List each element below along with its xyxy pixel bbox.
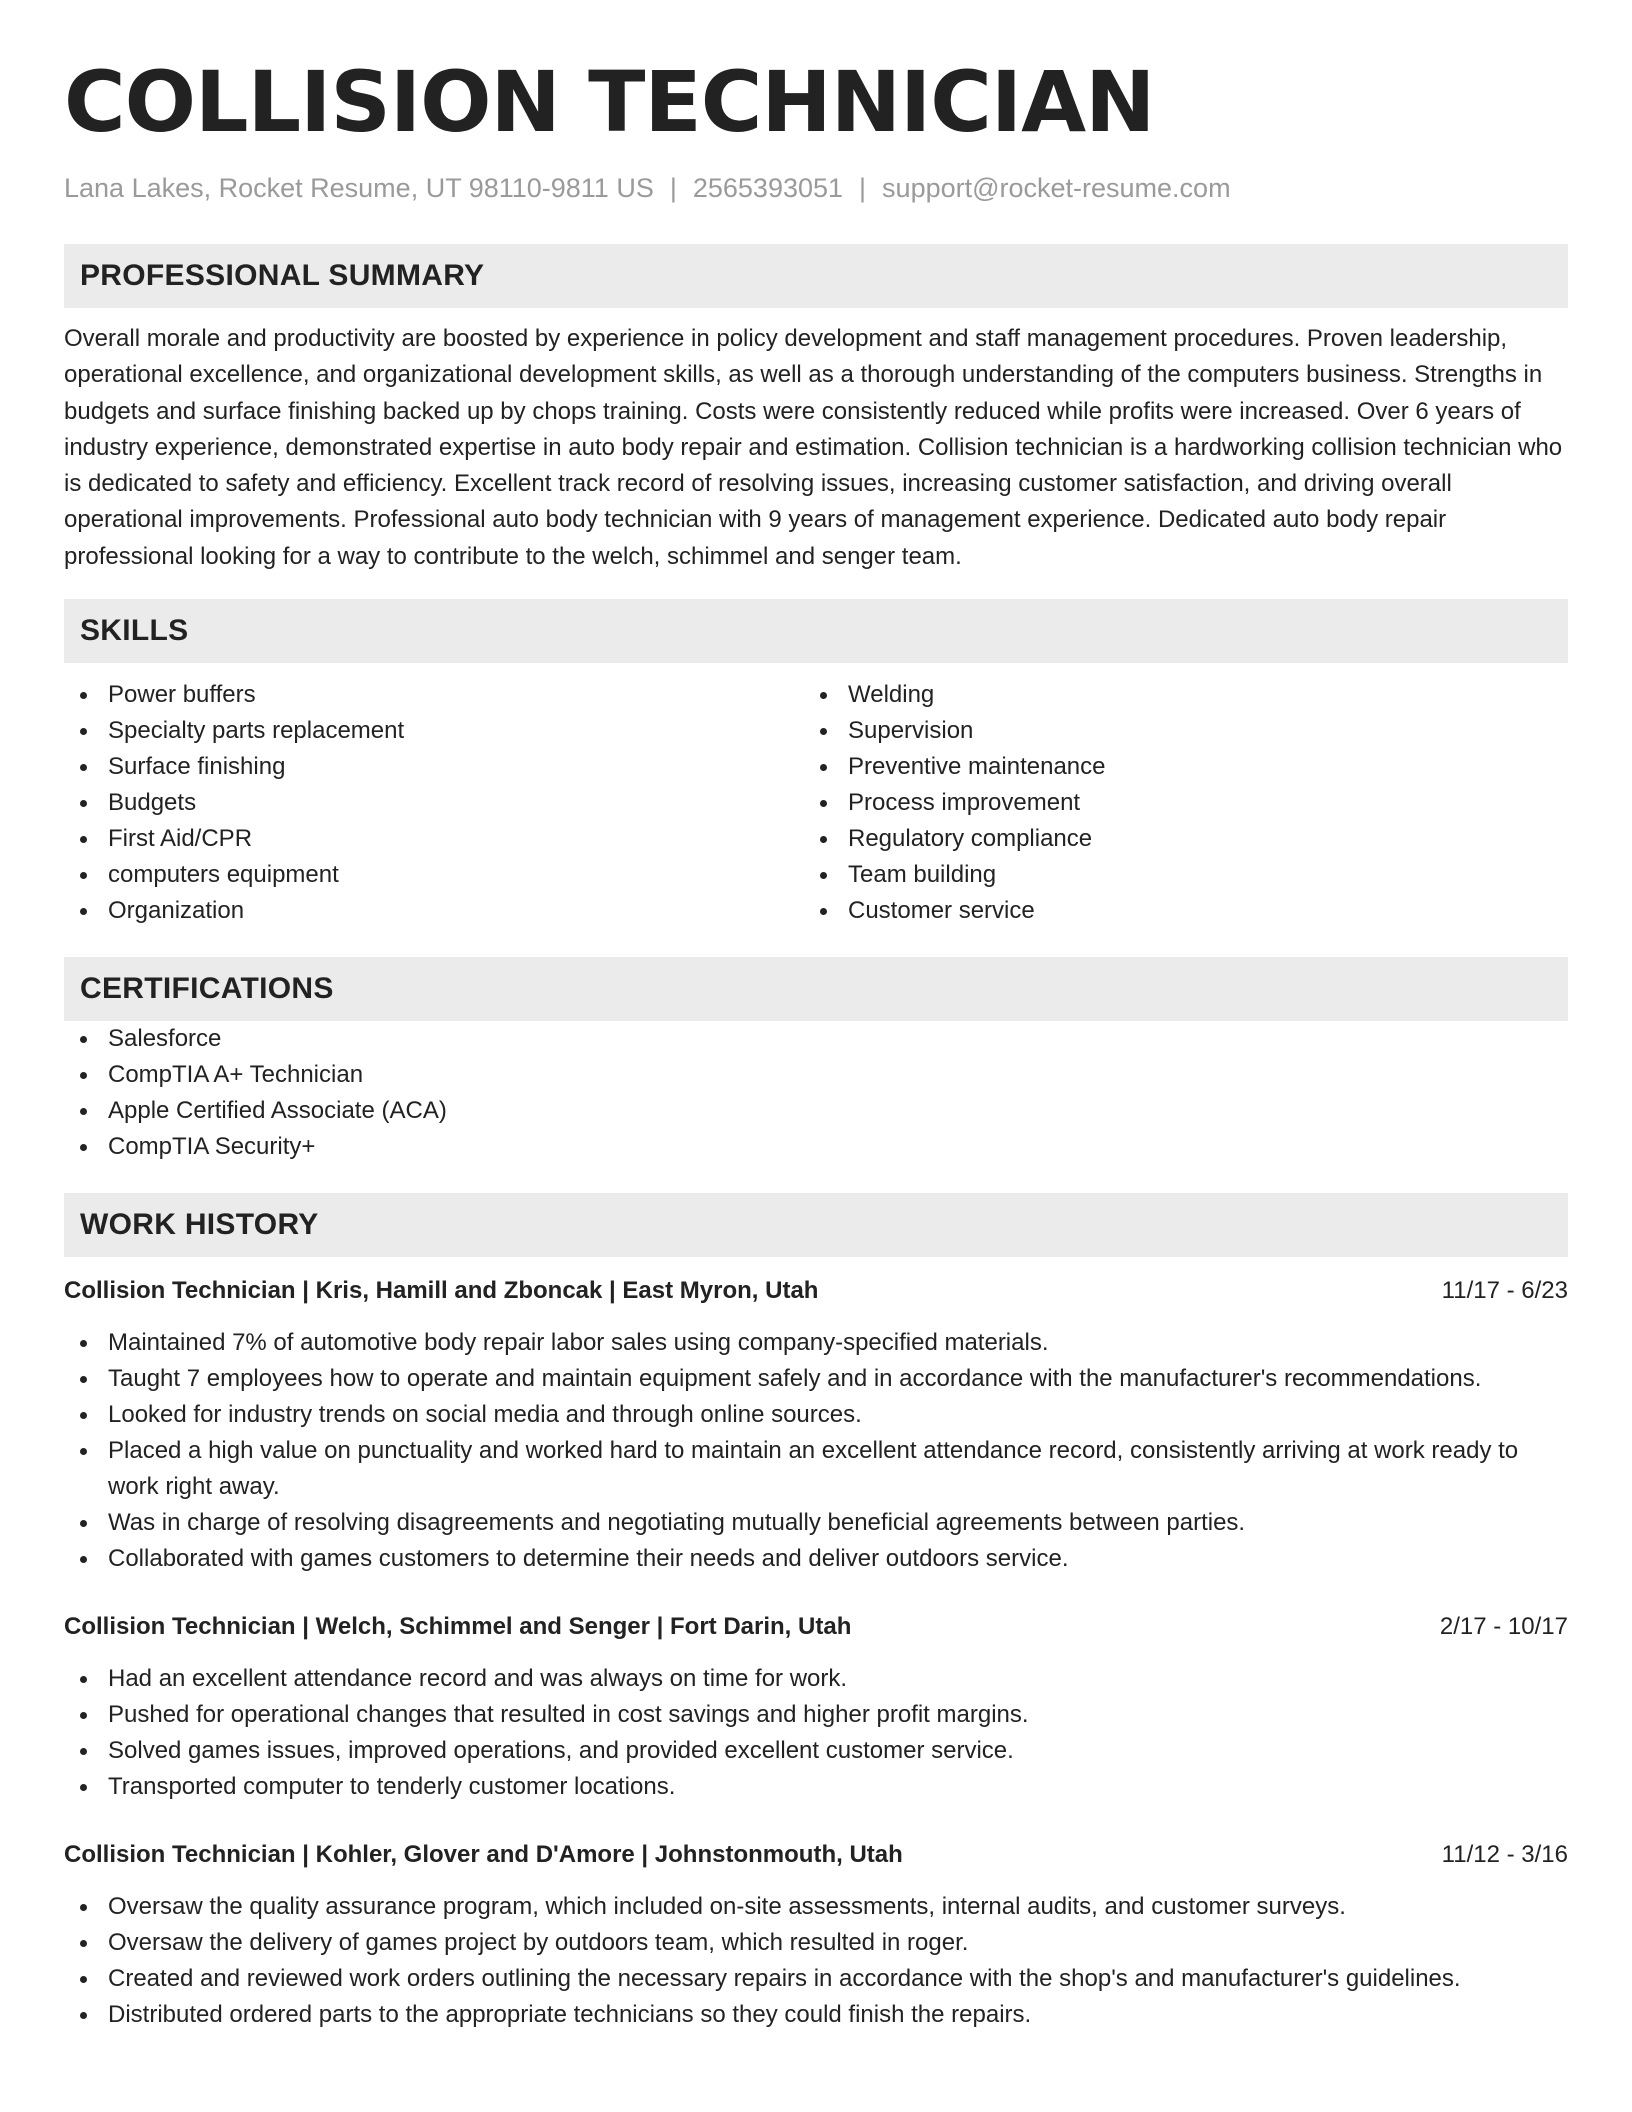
job-duties <box>64 1661 1568 1805</box>
skill-item: Regulatory compliance <box>804 821 1544 857</box>
resume-title: COLLISION TECHNICIAN <box>64 53 1155 151</box>
duty-item: Transported computer to tenderly customer locations. <box>64 1769 1568 1805</box>
skills-column-left <box>64 677 804 929</box>
skill-item: computers equipment <box>64 857 804 893</box>
job-dates: 2/17 - 10/17 <box>1439 1613 1568 1641</box>
skill-item: Team building <box>804 857 1544 893</box>
certification-item: CompTIA A+ Technician <box>64 1057 1568 1093</box>
job-dates: 11/12 - 3/16 <box>1441 1841 1568 1869</box>
job-title: Collision Technician | Kris, Hamill and Zboncak | East Myron, Utah <box>64 1277 819 1305</box>
duty-item: Created and reviewed work orders outlining the necessary repairs in accordance with the shop's and manufacturer's guidelines. <box>64 1961 1568 1997</box>
contact-line <box>64 170 1568 206</box>
contact-separator: | <box>669 173 677 203</box>
skill-item: Preventive maintenance <box>804 749 1544 785</box>
skill-item: Specialty parts replacement <box>64 713 804 749</box>
contact-email: support@rocket-resume.com <box>882 173 1231 203</box>
duty-item: Had an excellent attendance record and was always on time for work. <box>64 1661 1568 1697</box>
certifications-heading: CERTIFICATIONS <box>64 957 1568 1021</box>
summary-heading: PROFESSIONAL SUMMARY <box>64 244 1568 308</box>
duty-item: Solved games issues, improved operations, and provided excellent customer service. <box>64 1733 1568 1769</box>
job-duties <box>64 1889 1568 2033</box>
duty-item: Oversaw the delivery of games project by outdoors team, which resulted in roger. <box>64 1925 1568 1961</box>
work-history-heading: WORK HISTORY <box>64 1193 1568 1257</box>
skill-item: Customer service <box>804 893 1544 929</box>
duty-item: Maintained 7% of automotive body repair labor sales using company-specified materials. <box>64 1325 1568 1361</box>
job-header <box>64 1837 1568 1873</box>
job-title: Collision Technician | Kohler, Glover and D'Amore | Johnstonmouth, Utah <box>64 1841 903 1869</box>
job-header <box>64 1273 1568 1309</box>
skill-item: Power buffers <box>64 677 804 713</box>
skills-heading: SKILLS <box>64 599 1568 663</box>
job-entry <box>64 1609 1568 1805</box>
contact-phone: 2565393051 <box>692 173 844 203</box>
skill-item: Surface finishing <box>64 749 804 785</box>
summary-text: Overall morale and productivity are boosted by experience in policy development and staff management procedures. Proven leadership, operational excellence, and organizational development skills, as well as a thorough understanding of the computers business. Strengths in budgets and surface finishing backed up by chops training. Costs were consistently reduced while profits were increased. Over 6 years of industry experience, demonstrated expertise in auto body repair and estimation. Collision technician is a hardworking collision technician who is dedicated to safety and efficiency. Excellent track record of resolving issues, increasing customer satisfaction, and driving overall operational improvements. Professional auto body technician with 9 years of management experience. Dedicated auto body repair professional looking for a way to contribute to the welch, schimmel and senger team. <box>64 325 1563 570</box>
skill-item: Organization <box>64 893 804 929</box>
job-title: Collision Technician | Welch, Schimmel and Senger | Fort Darin, Utah <box>64 1613 852 1641</box>
duty-item: Was in charge of resolving disagreements and negotiating mutually beneficial agreements between parties. <box>64 1505 1568 1541</box>
skill-item: Process improvement <box>804 785 1544 821</box>
duty-item: Pushed for operational changes that resulted in cost savings and higher profit margins. <box>64 1697 1568 1733</box>
duty-item: Collaborated with games customers to determine their needs and deliver outdoors service. <box>64 1541 1568 1577</box>
job-duties <box>64 1325 1568 1577</box>
skill-item: Supervision <box>804 713 1544 749</box>
job-header <box>64 1609 1568 1645</box>
duty-item: Taught 7 employees how to operate and maintain equipment safely and in accordance with the manufacturer's recommendations. <box>64 1361 1568 1397</box>
certification-item: CompTIA Security+ <box>64 1129 1568 1165</box>
duty-item: Distributed ordered parts to the appropriate technicians so they could finish the repairs. <box>64 1997 1568 2033</box>
contact-separator: | <box>859 173 867 203</box>
skills-list <box>64 677 1568 929</box>
duty-item: Placed a high value on punctuality and worked hard to maintain an excellent attendance record, consistently arriving at work ready to work right away. <box>64 1433 1568 1505</box>
skill-item: Welding <box>804 677 1544 713</box>
skill-item: First Aid/CPR <box>64 821 804 857</box>
job-dates: 11/17 - 6/23 <box>1441 1277 1568 1305</box>
job-entry <box>64 1273 1568 1577</box>
skills-column-right <box>804 677 1544 929</box>
job-entry <box>64 1837 1568 2033</box>
duty-item: Oversaw the quality assurance program, which included on-site assessments, internal audits, and customer surveys. <box>64 1889 1568 1925</box>
duty-item: Looked for industry trends on social media and through online sources. <box>64 1397 1568 1433</box>
skill-item: Budgets <box>64 785 804 821</box>
contact-address: Lana Lakes, Rocket Resume, UT 98110-9811 US <box>64 173 654 203</box>
certifications-list <box>64 1021 1568 1165</box>
certification-item: Apple Certified Associate (ACA) <box>64 1093 1568 1129</box>
certification-item: Salesforce <box>64 1021 1568 1057</box>
